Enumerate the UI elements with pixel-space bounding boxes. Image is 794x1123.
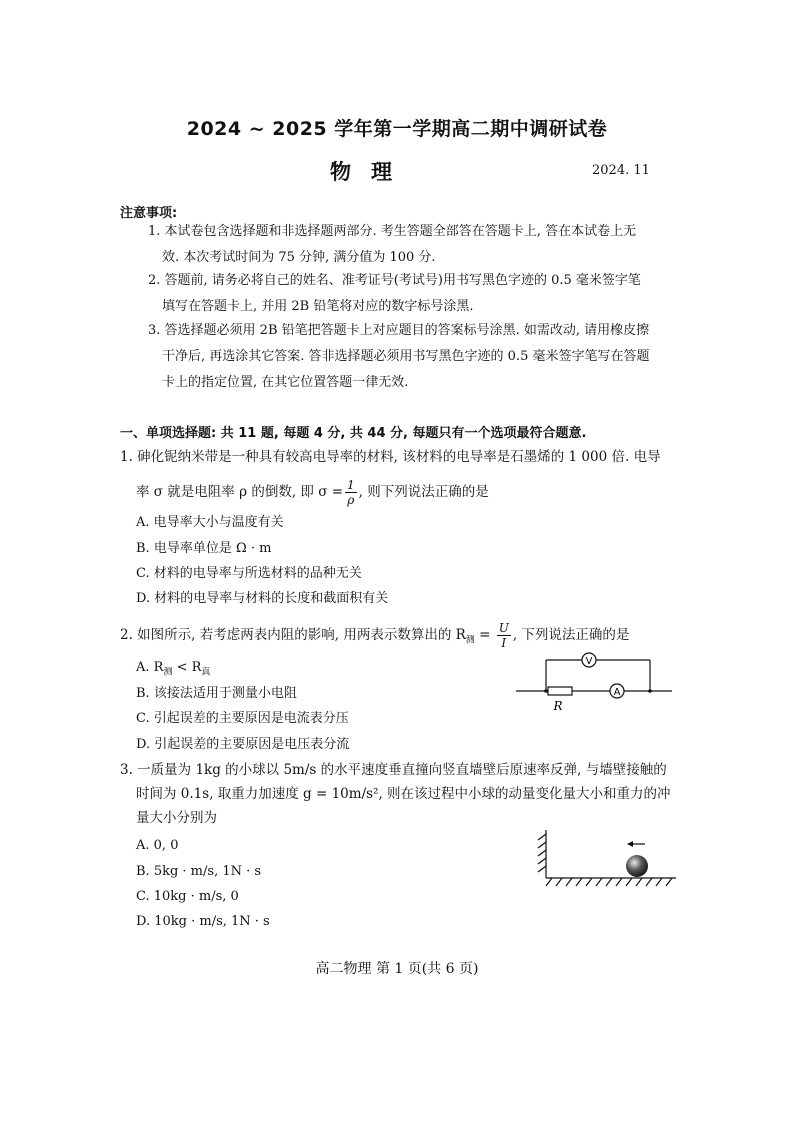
q3-option-b: B. 5kg · m/s, 1N · s <box>136 864 262 879</box>
floor-hatching <box>546 878 672 886</box>
resistor <box>548 687 572 695</box>
option-subscript: 真 <box>201 667 211 678</box>
fraction-numerator: U <box>498 621 509 635</box>
fraction-denominator: I <box>501 636 507 650</box>
option-text: A. R <box>136 660 164 675</box>
note-item-2 <box>148 268 658 320</box>
q3-stem-line3: 量大小分别为 <box>136 810 217 826</box>
q3-option-a: A. 0, 0 <box>136 838 179 853</box>
q2-fraction <box>497 621 511 650</box>
note-item-1 <box>148 219 658 271</box>
note-line: 效. 本次考试时间为 75 分钟, 满分值为 100 分. <box>162 250 436 265</box>
option-text: < R <box>172 660 202 675</box>
q1-fraction <box>345 478 357 507</box>
note-line: 3. 答选择题必须用 2B 铅笔把答题卡上对应题目的答案标号涂黑. 如需改动, 请用橡皮擦 <box>148 323 650 338</box>
q1-option-a: A. 电导率大小与温度有关 <box>136 515 284 530</box>
arrow-head-icon <box>627 841 633 847</box>
q2-option-b: B. 该接法适用于测量小电阻 <box>136 686 297 701</box>
ball <box>626 855 648 877</box>
resistor-label: R <box>553 699 563 713</box>
q2-stem-text: 2. 如图所示, 若考虑两表内阻的影响, 用两表示数算出的 R <box>120 627 466 643</box>
q1-stem-line2 <box>136 478 489 507</box>
note-line: 卡上的指定位置, 在其它位置答题一律无效. <box>162 375 409 390</box>
q3-stem-line2: 时间为 0.1s, 取重力加速度 g = 10m/s², 则在该过程中小球的动量变化量大小和重力的冲 <box>136 786 671 802</box>
fraction-numerator: 1 <box>347 478 355 492</box>
circuit-diagram <box>512 646 682 716</box>
page-footer: 高二物理 第 1 页(共 6 页) <box>315 961 479 977</box>
wall-ball-diagram <box>528 826 680 888</box>
junction-dot <box>648 689 652 693</box>
q1-option-d: D. 材料的电导率与材料的长度和截面积有关 <box>136 591 389 606</box>
section-heading: 一、单项选择题: 共 11 题, 每题 4 分, 共 44 分, 每题只有一个选项最符合题意. <box>120 426 587 441</box>
q3-stem-line1: 3. 一质量为 1kg 的小球以 5m/s 的水平速度垂直撞向竖直墙壁后原速率反弹, 与墙壁接触的 <box>120 762 667 778</box>
note-line: 1. 本试卷包含选择题和非选择题两部分. 考生答题全部答在答题卡上, 答在本试卷上无 <box>148 224 637 239</box>
q1-stem-text: , 则下列说法正确的是 <box>358 484 489 500</box>
q1-stem-text: 率 σ 就是电阻率 ρ 的倒数, 即 σ = <box>136 484 344 500</box>
ammeter-label: A <box>613 687 621 698</box>
note-item-3 <box>148 318 658 396</box>
q2-stem-text: , 下列说法正确的是 <box>512 627 630 643</box>
exam-title: 2024 ~ 2025 学年第一学期高二期中调研试卷 <box>186 118 608 140</box>
q3-option-d: D. 10kg · m/s, 1N · s <box>136 914 270 929</box>
subject-title: 物理 <box>330 160 412 184</box>
q1-option-c: C. 材料的电导率与所选材料的品种无关 <box>136 566 362 581</box>
note-line: 2. 答题前, 请务必将自己的姓名、准考证号(考试号)用书写黑色字迹的 0.5 毫米签字笔 <box>148 273 641 288</box>
option-subscript: 测 <box>163 667 173 678</box>
q3-option-c: C. 10kg · m/s, 0 <box>136 889 239 904</box>
note-line: 干净后, 再选涂其它答案. 答非选择题必须用书写黑色字迹的 0.5 毫米签字笔写在答题 <box>162 349 650 364</box>
q2-equals: = <box>474 627 495 643</box>
fraction-denominator: ρ <box>347 493 355 507</box>
voltmeter-label: V <box>585 656 593 667</box>
q2-option-d: D. 引起误差的主要原因是电压表分流 <box>136 737 350 752</box>
note-line: 填写在答题卡上, 并用 2B 铅笔将对应的数字标号涂黑. <box>162 299 474 314</box>
exam-date: 2024. 11 <box>592 163 650 178</box>
q2-option-a <box>136 658 210 683</box>
wall-hatching <box>538 834 546 872</box>
notes-heading: 注意事项: <box>120 206 178 221</box>
q2-option-c: C. 引起误差的主要原因是电流表分压 <box>136 711 349 726</box>
q1-option-b: B. 电导率单位是 Ω · m <box>136 541 272 556</box>
q1-stem-line1: 1. 砷化铌纳米带是一种具有较高电导率的材料, 该材料的电导率是石墨烯的 1 000 倍. 电导 <box>120 449 661 465</box>
junction-dot <box>544 689 548 693</box>
q2-subscript: 测 <box>465 635 475 646</box>
